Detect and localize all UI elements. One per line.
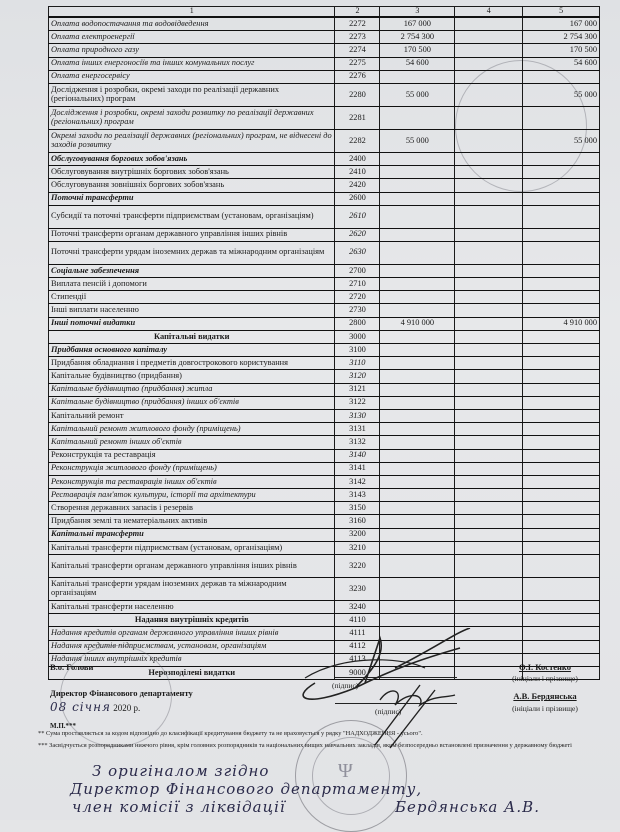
row-col5-value: 170 500 — [523, 44, 600, 57]
row-col5-value — [523, 304, 600, 317]
director-name-caption: (ініціали і прізвище) — [512, 704, 578, 713]
table-row — [49, 502, 600, 515]
row-code: 2274 — [335, 44, 380, 57]
row-col3-value — [380, 166, 455, 179]
row-col5-value — [523, 489, 600, 502]
row-code: 3143 — [335, 489, 380, 502]
row-label: Капітальні видатки — [49, 330, 335, 343]
row-col3-value — [380, 70, 455, 83]
row-col3-value — [380, 436, 455, 449]
row-label: Поточні трансферти — [49, 192, 335, 205]
table-row — [49, 436, 600, 449]
row-label: Окремі заходи по реалізації державних (регіональних) програм, не віднесені до заходів розвитку — [49, 129, 335, 152]
row-code: 3160 — [335, 515, 380, 528]
row-col4-value — [455, 344, 523, 357]
table-row — [49, 383, 600, 396]
head-name-caption: (ініціали і прізвище) — [512, 674, 578, 683]
row-col4-value — [455, 601, 523, 614]
row-col5-value — [523, 515, 600, 528]
row-label: Капітальний ремонт — [49, 409, 335, 422]
table-row — [49, 462, 600, 475]
header-col-4: 4 — [455, 7, 523, 18]
row-col5-value: 55 000 — [523, 83, 600, 106]
row-col5-value — [523, 578, 600, 601]
head-label: В.о. Голови — [50, 662, 94, 672]
row-label: Придбання основного капіталу — [49, 344, 335, 357]
row-col4-value — [455, 57, 523, 70]
row-label: Обслуговування боргових зобов'язань — [49, 152, 335, 165]
row-col5-value — [523, 475, 600, 488]
row-col3-value — [380, 152, 455, 165]
row-col4-value — [455, 17, 523, 31]
row-code: 3130 — [335, 409, 380, 422]
row-col3-value — [380, 541, 455, 554]
table-row — [49, 70, 600, 83]
row-code: 3220 — [335, 555, 380, 578]
table-row — [49, 278, 600, 291]
row-col5-value — [523, 70, 600, 83]
row-label: Капітальні трансферти органам державного управління інших рівнів — [49, 555, 335, 578]
row-col4-value — [455, 291, 523, 304]
table-row — [49, 179, 600, 192]
row-col4-value — [455, 489, 523, 502]
row-label: Надання інших внутрішніх кредитів — [49, 653, 335, 666]
row-label: Надання внутрішніх кредитів — [49, 614, 335, 627]
row-code: 3110 — [335, 357, 380, 370]
row-col5-value — [523, 462, 600, 475]
row-col5-value — [523, 614, 600, 627]
row-col4-value — [455, 578, 523, 601]
table-row — [49, 357, 600, 370]
header-col-1: 1 — [49, 7, 335, 18]
row-code: 3200 — [335, 528, 380, 541]
row-col4-value — [455, 614, 523, 627]
row-label: Капітальне будівництво (придбання) житла — [49, 383, 335, 396]
row-label: Реконструкція та реставрація — [49, 449, 335, 462]
handwritten-line-4: Бердянська А.В. — [395, 798, 540, 816]
row-col5-value — [523, 330, 600, 343]
footnote-3: *** Засвідчується розпорядниками нижчого рівня, крім головних розпорядників та національних вищих навчальних закладів, яким безпосередньо встановлені призначення у державному бюджеті — [38, 742, 572, 749]
row-col5-value — [523, 423, 600, 436]
row-label: Капітальні трансферти — [49, 528, 335, 541]
row-label: Капітальні трансферти підприємствам (установам, організаціям) — [49, 541, 335, 554]
row-col4-value — [455, 449, 523, 462]
row-code: 3140 — [335, 449, 380, 462]
budget-table — [48, 6, 600, 680]
row-code: 2730 — [335, 304, 380, 317]
row-code: 2610 — [335, 205, 380, 228]
row-label: Капітальні трансферти населенню — [49, 601, 335, 614]
row-code: 3122 — [335, 396, 380, 409]
row-col4-value — [455, 304, 523, 317]
row-col4-value — [455, 396, 523, 409]
row-label: Придбання землі та нематеріальних активів — [49, 515, 335, 528]
row-col4-value — [455, 192, 523, 205]
director-label: Директор Фінансового департаменту — [50, 688, 193, 698]
row-col4-value — [455, 502, 523, 515]
row-col5-value — [523, 152, 600, 165]
row-col3-value — [380, 528, 455, 541]
handwritten-line-3: член комісії з ліквідації — [72, 798, 286, 816]
row-label: Капітальне будівництво (придбання) — [49, 370, 335, 383]
row-col3-value — [380, 423, 455, 436]
row-col5-value — [523, 278, 600, 291]
row-code: 9000 — [335, 666, 380, 679]
row-label: Виплата пенсій і допомоги — [49, 278, 335, 291]
row-col4-value — [455, 166, 523, 179]
row-col4-value — [455, 357, 523, 370]
row-code: 2710 — [335, 278, 380, 291]
row-col4-value — [455, 205, 523, 228]
row-col5-value: 2 754 300 — [523, 31, 600, 44]
row-col4-value — [455, 152, 523, 165]
row-label: Оплата енергосервісу — [49, 70, 335, 83]
head-sign-caption: (підпис) — [332, 681, 359, 690]
table-row — [49, 601, 600, 614]
table-row — [49, 409, 600, 422]
row-code: 2410 — [335, 166, 380, 179]
row-col3-value: 54 600 — [380, 57, 455, 70]
row-col3-value — [380, 489, 455, 502]
row-col4-value — [455, 370, 523, 383]
row-col4-value — [455, 264, 523, 277]
row-label: Стипендії — [49, 291, 335, 304]
table-row — [49, 489, 600, 502]
row-code: 2275 — [335, 57, 380, 70]
row-code: 4112 — [335, 640, 380, 653]
row-label: Надання кредитів органам державного управління інших рівнів — [49, 627, 335, 640]
table-row — [49, 192, 600, 205]
row-col3-value: 55 000 — [380, 83, 455, 106]
row-col4-value — [455, 515, 523, 528]
row-label: Нерозподілені видатки — [49, 666, 335, 679]
row-code: 2281 — [335, 106, 380, 129]
table-row — [49, 205, 600, 228]
row-label: Надання кредитів підприємствам, установам, організаціям — [49, 640, 335, 653]
row-code: 2620 — [335, 228, 380, 241]
row-col5-value — [523, 383, 600, 396]
row-code: 2600 — [335, 192, 380, 205]
row-col5-value — [523, 436, 600, 449]
row-label: Обслуговування внутрішніх боргових зобов'язань — [49, 166, 335, 179]
row-label: Реконструкція житлового фонду (приміщень) — [49, 462, 335, 475]
row-col5-value — [523, 409, 600, 422]
table-row — [49, 129, 600, 152]
row-col3-value — [380, 396, 455, 409]
row-label: Поточні трансферти органам державного управління інших рівнів — [49, 228, 335, 241]
row-label: Оплата електроенергії — [49, 31, 335, 44]
row-code: 2273 — [335, 31, 380, 44]
row-col5-value: 54 600 — [523, 57, 600, 70]
date-handwritten: 08 січня — [50, 700, 111, 714]
signature-section — [0, 650, 620, 820]
row-col4-value — [455, 409, 523, 422]
seal-label: М.П.*** — [50, 722, 77, 730]
table-row — [49, 241, 600, 264]
row-label: Придбання обладнання і предметів довгострокового користування — [49, 357, 335, 370]
row-col5-value — [523, 205, 600, 228]
table-row — [49, 370, 600, 383]
table-row — [49, 152, 600, 165]
row-col3-value — [380, 304, 455, 317]
row-col4-value — [455, 31, 523, 44]
row-col5-value — [523, 396, 600, 409]
row-code: 3120 — [335, 370, 380, 383]
row-col5-value: 4 910 000 — [523, 317, 600, 330]
table-row — [49, 83, 600, 106]
row-col5-value — [523, 627, 600, 640]
table-row — [49, 228, 600, 241]
director-sign-caption: (підпис) — [375, 707, 402, 716]
row-code: 3150 — [335, 502, 380, 515]
row-col5-value — [523, 291, 600, 304]
row-col5-value — [523, 555, 600, 578]
row-label: Реконструкція та реставрація інших об'єктів — [49, 475, 335, 488]
row-code: 2630 — [335, 241, 380, 264]
row-code: 2720 — [335, 291, 380, 304]
table-row — [49, 578, 600, 601]
table-row — [49, 555, 600, 578]
row-col3-value — [380, 278, 455, 291]
row-col4-value — [455, 423, 523, 436]
row-label: Створення державних запасів і резервів — [49, 502, 335, 515]
row-col3-value — [380, 357, 455, 370]
table-row — [49, 264, 600, 277]
header-col-3: 3 — [380, 7, 455, 18]
row-col3-value — [380, 578, 455, 601]
row-code: 3100 — [335, 344, 380, 357]
row-col4-value — [455, 44, 523, 57]
table-row — [49, 515, 600, 528]
row-label: Оплата природного газу — [49, 44, 335, 57]
row-col5-value — [523, 528, 600, 541]
row-col3-value — [380, 502, 455, 515]
row-col4-value — [455, 129, 523, 152]
row-col3-value — [380, 241, 455, 264]
row-code: 3131 — [335, 423, 380, 436]
director-name: А.В. Бердянська — [513, 691, 577, 701]
table-row — [49, 291, 600, 304]
row-code: 2400 — [335, 152, 380, 165]
row-code: 2700 — [335, 264, 380, 277]
row-col4-value — [455, 317, 523, 330]
row-col3-value — [380, 462, 455, 475]
row-code: 3142 — [335, 475, 380, 488]
row-code: 3132 — [335, 436, 380, 449]
row-code: 3121 — [335, 383, 380, 396]
table-row — [49, 449, 600, 462]
row-code: 2282 — [335, 129, 380, 152]
row-label: Реставрація пам'яток культури, історії та архітектури — [49, 489, 335, 502]
row-col3-value — [380, 515, 455, 528]
row-col5-value — [523, 264, 600, 277]
row-code: 3210 — [335, 541, 380, 554]
row-col3-value — [380, 370, 455, 383]
row-col5-value: 55 000 — [523, 129, 600, 152]
row-col4-value — [455, 436, 523, 449]
row-code: 3230 — [335, 578, 380, 601]
row-label: Інші поточні видатки — [49, 317, 335, 330]
row-col4-value — [455, 228, 523, 241]
row-label: Капітальне будівництво (придбання) інших об'єктів — [49, 396, 335, 409]
table-row — [49, 528, 600, 541]
director-signature-icon — [365, 680, 485, 750]
row-col3-value — [380, 330, 455, 343]
row-col5-value — [523, 601, 600, 614]
row-col4-value — [455, 179, 523, 192]
row-col5-value — [523, 541, 600, 554]
row-col4-value — [455, 383, 523, 396]
row-col5-value — [523, 502, 600, 515]
table-row — [49, 57, 600, 70]
row-col5-value — [523, 106, 600, 129]
row-col5-value — [523, 449, 600, 462]
row-col5-value — [523, 166, 600, 179]
row-code: 2800 — [335, 317, 380, 330]
row-col4-value — [455, 83, 523, 106]
row-col4-value — [455, 330, 523, 343]
row-code: 3240 — [335, 601, 380, 614]
row-label: Дослідження і розробки, окремі заходи по реалізації державних (регіональних) програм — [49, 83, 335, 106]
row-label: Дослідження і розробки, окремі заходи розвитку по реалізації державних (регіональних) програм — [49, 106, 335, 129]
row-col3-value: 170 500 — [380, 44, 455, 57]
row-code: 4111 — [335, 627, 380, 640]
row-code: 3141 — [335, 462, 380, 475]
table-row — [49, 31, 600, 44]
row-col3-value — [380, 344, 455, 357]
row-col3-value — [380, 192, 455, 205]
row-col4-value — [455, 475, 523, 488]
row-col5-value — [523, 228, 600, 241]
trident-emblem-icon: Ψ — [338, 760, 353, 782]
row-col3-value — [380, 106, 455, 129]
table-row — [49, 423, 600, 436]
row-col4-value — [455, 241, 523, 264]
row-col3-value — [380, 264, 455, 277]
row-col5-value — [523, 241, 600, 264]
table-row — [49, 541, 600, 554]
row-col3-value: 4 910 000 — [380, 317, 455, 330]
row-col5-value — [523, 344, 600, 357]
header-col-5: 5 — [523, 7, 600, 18]
row-label: Інші виплати населенню — [49, 304, 335, 317]
row-col3-value — [380, 555, 455, 578]
row-col3-value — [380, 228, 455, 241]
table-row — [49, 106, 600, 129]
row-col4-value — [455, 541, 523, 554]
row-col3-value: 55 000 — [380, 129, 455, 152]
handwritten-line-1: З оригіналом згідно — [92, 762, 270, 780]
row-col3-value: 2 754 300 — [380, 31, 455, 44]
date-suffix: 2020 р. — [113, 703, 141, 713]
row-col5-value: 167 000 — [523, 17, 600, 31]
row-col5-value — [523, 370, 600, 383]
row-label: Капітальний ремонт житлового фонду (приміщень) — [49, 423, 335, 436]
table-row — [49, 17, 600, 31]
row-col3-value — [380, 291, 455, 304]
row-code: 3000 — [335, 330, 380, 343]
table-row — [49, 475, 600, 488]
row-col3-value — [380, 601, 455, 614]
row-code: 2420 — [335, 179, 380, 192]
row-col3-value: 167 000 — [380, 17, 455, 31]
row-col3-value — [380, 449, 455, 462]
table-row — [49, 44, 600, 57]
table-row — [49, 304, 600, 317]
row-col4-value — [455, 70, 523, 83]
row-label: Субсидії та поточні трансферти підприємствам (установам, організаціям) — [49, 205, 335, 228]
footnote-2: ** Сума проставляється за кодом відповідно до класифікації кредитування бюджету та не враховується у рядку "НАДХОДЖЕННЯ - усього". — [38, 730, 423, 737]
table-row — [49, 344, 600, 357]
row-code: 4113 — [335, 653, 380, 666]
row-col4-value — [455, 278, 523, 291]
row-label: Капітальні трансферти урядам іноземних держав та міжнародним організаціям — [49, 578, 335, 601]
row-col3-value — [380, 179, 455, 192]
row-label: Поточні трансферти урядам іноземних держав та міжнародним організаціям — [49, 241, 335, 264]
row-label: Капітальний ремонт інших об'єктів — [49, 436, 335, 449]
row-label: Оплата водопостачання та водовідведення — [49, 17, 335, 31]
table-row — [49, 330, 600, 343]
row-col3-value — [380, 614, 455, 627]
handwritten-line-2: Директор Фінансового департаменту, — [70, 780, 423, 798]
row-col4-value — [455, 528, 523, 541]
row-col4-value — [455, 555, 523, 578]
row-code: 2280 — [335, 83, 380, 106]
head-name: О.І. Костенко — [519, 662, 571, 672]
row-label: Оплата інших енергоносіїв та інших комунальних послуг — [49, 57, 335, 70]
row-col3-value — [380, 383, 455, 396]
row-col3-value — [380, 475, 455, 488]
row-col5-value — [523, 179, 600, 192]
row-code: 2276 — [335, 70, 380, 83]
row-col5-value — [523, 192, 600, 205]
row-label: Соціальне забезпечення — [49, 264, 335, 277]
table-row — [49, 396, 600, 409]
row-col5-value — [523, 357, 600, 370]
table-row — [49, 166, 600, 179]
row-col3-value — [380, 409, 455, 422]
row-col4-value — [455, 462, 523, 475]
row-label: Обслуговування зовнішніх боргових зобов'язань — [49, 179, 335, 192]
row-code: 4110 — [335, 614, 380, 627]
table-row — [49, 614, 600, 627]
table-row — [49, 317, 600, 330]
table-header-row — [49, 7, 600, 18]
row-code: 2272 — [335, 17, 380, 31]
row-col4-value — [455, 106, 523, 129]
header-col-2: 2 — [335, 7, 380, 18]
row-col3-value — [380, 205, 455, 228]
